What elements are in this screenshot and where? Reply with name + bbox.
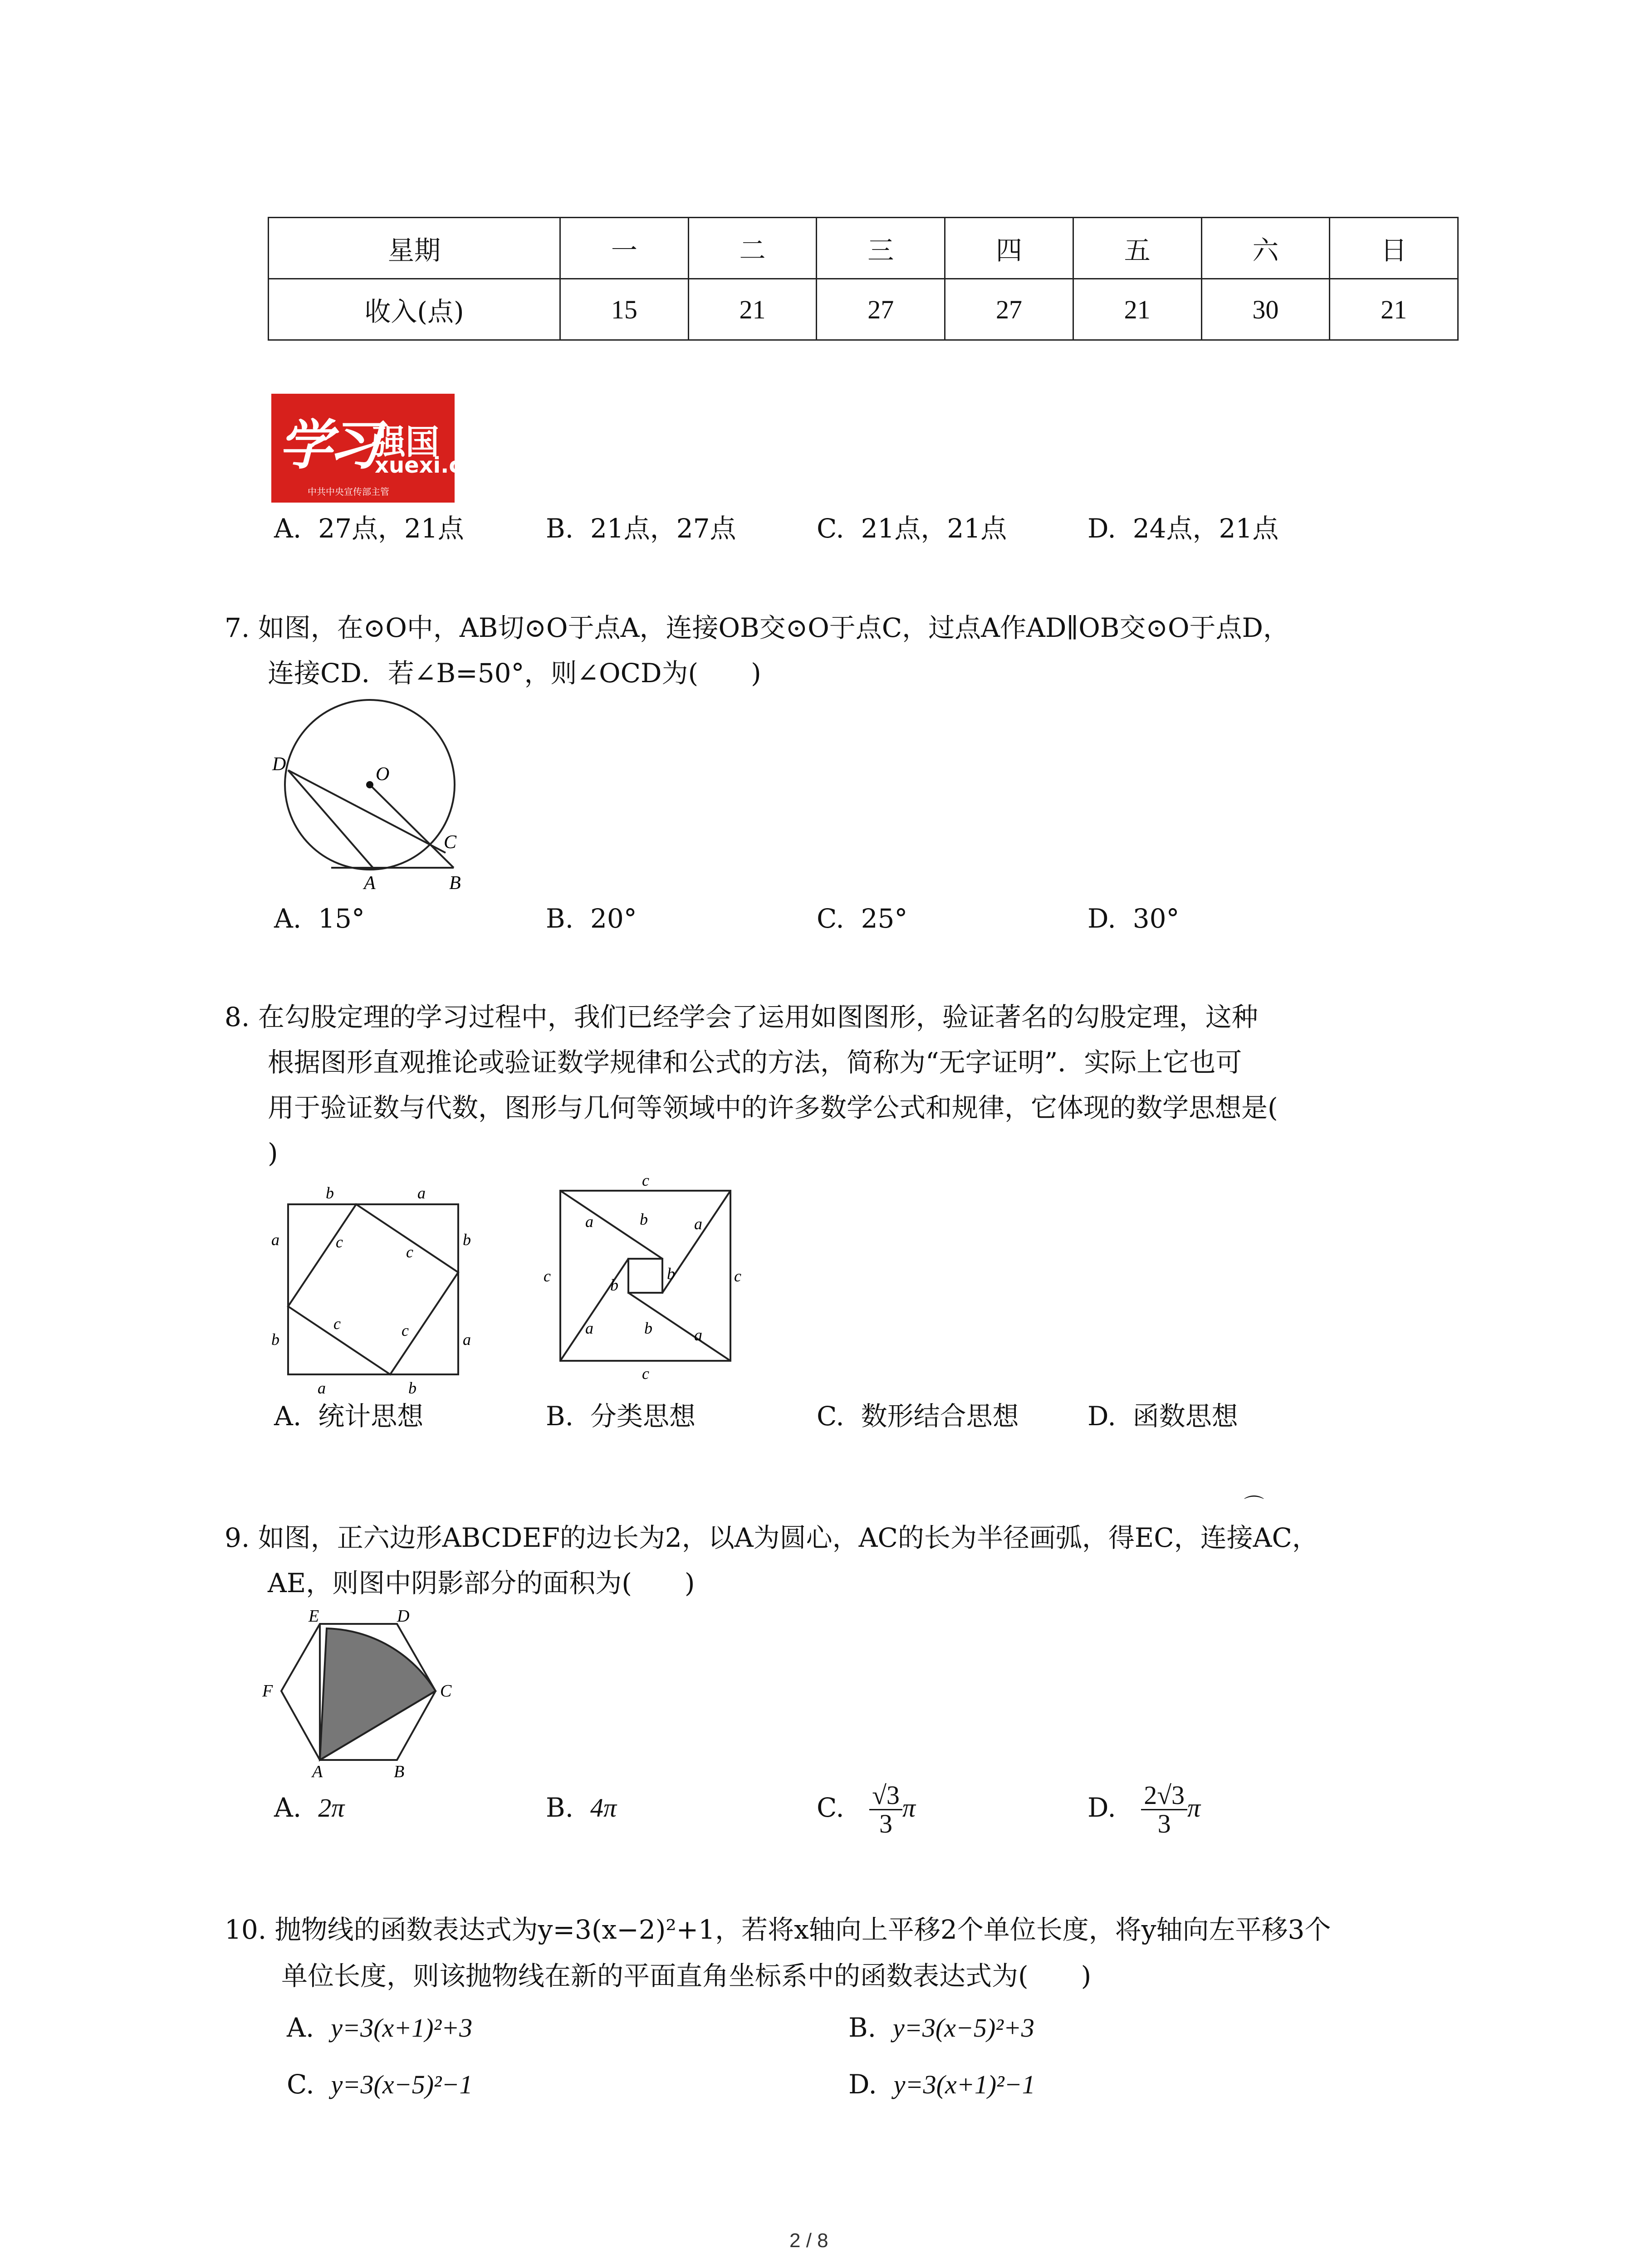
q8-figure-1	[268, 1179, 476, 1397]
table-cell: 21	[1330, 279, 1458, 340]
table-cell: 收入(点)	[269, 279, 560, 340]
fraction: $\frac{√3}{3}$	[869, 1782, 902, 1838]
label-d: D	[272, 754, 286, 775]
q8-option-b: B. 分类思想	[546, 1401, 696, 1432]
q6-option-d: D. 24点，21点	[1087, 513, 1279, 544]
label-a: A	[312, 1762, 323, 1778]
logo-calligraphy: 学习	[279, 413, 377, 476]
label-a: a	[271, 1231, 279, 1249]
q10-line-1: 10. 抛物线的函数表达式为y=3(x−2)²+1，若将x轴向上平移2个单位长度，将y轴向左平移3个	[225, 1914, 1331, 1945]
q6-option-b: B. 21点，27点	[546, 513, 736, 544]
q9-line-1: 9. 如图，正六边形ABCDEF的边长为2，以A为圆心，AC的长为半径画弧，得EC，连接AC，	[225, 1522, 1318, 1553]
line	[628, 1293, 730, 1361]
segment-da	[288, 770, 373, 868]
q8-figure-2	[535, 1170, 762, 1393]
table-cell: 27	[945, 279, 1073, 340]
q6-option-c: C. 21点，21点	[817, 513, 1007, 544]
q8-line-2: 根据图形直观推论或验证数学规律和公式的方法，简称为“无字证明”．实际上它也可	[268, 1047, 1242, 1078]
q10-option-d: D. y=3(x+1)²−1	[848, 2069, 1035, 2100]
segment-dc	[288, 770, 446, 853]
q9-option-b: B. 4π	[546, 1792, 617, 1823]
logo-site: xuexi.cn	[375, 453, 477, 478]
label-o: O	[376, 764, 390, 785]
q9-option-a: A. 2π	[274, 1792, 345, 1823]
shaded-sector	[320, 1628, 436, 1760]
table-cell: 27	[817, 279, 945, 340]
inner-square	[628, 1259, 662, 1293]
label-b: b	[271, 1330, 279, 1349]
q10-option-b: B. y=3(x−5)²+3	[848, 2012, 1034, 2043]
arc-mark: ⌒	[1244, 1494, 1264, 1517]
q10-line-2: 单位长度，则该抛物线在新的平面直角坐标系中的函数表达式为( )	[281, 1960, 1092, 1991]
label-c: c	[336, 1233, 343, 1251]
xuexi-logo	[271, 394, 477, 503]
q9-option-d: D. $\frac{2√3}{3}$ π	[1087, 1780, 1201, 1839]
table-row	[269, 279, 1458, 340]
q7-option-b: B. 20°	[546, 903, 637, 934]
label-b: B	[394, 1762, 405, 1778]
q7-line-1: 7. 如图，在⊙O中，AB切⊙O于点A，连接OB交⊙O于点C，过点A作AD∥OB交⊙O于点D，	[225, 612, 1290, 643]
table-cell: 30	[1201, 279, 1330, 340]
logo-name: 强国	[372, 423, 439, 462]
q7-option-d: D. 30°	[1087, 903, 1180, 934]
label-b: b	[610, 1276, 618, 1294]
q9-line-2: AE，则图中阴影部分的面积为( )	[268, 1568, 695, 1598]
table-header-cell: 五	[1073, 218, 1201, 279]
label-b: b	[667, 1265, 675, 1283]
label-c: c	[544, 1267, 551, 1285]
label-c: c	[406, 1243, 413, 1261]
inner-square	[288, 1204, 458, 1374]
label-a: a	[585, 1212, 593, 1231]
label-b: B	[449, 873, 461, 894]
q8-option-d: D. 函数思想	[1087, 1401, 1238, 1432]
fraction: $\frac{2√3}{3}$	[1141, 1782, 1187, 1838]
q7-line-2: 连接CD．若∠B=50°，则∠OCD为( )	[268, 658, 761, 689]
q8-line-4: )	[268, 1138, 278, 1168]
label-b: b	[640, 1210, 648, 1228]
income-table	[268, 217, 1459, 341]
label-d: D	[397, 1607, 410, 1626]
q10-option-c: C. y=3(x−5)²−1	[287, 2069, 473, 2100]
outer-square	[288, 1204, 458, 1374]
label-a: a	[585, 1319, 593, 1337]
q9-option-c: C. $\frac{√3}{3}$ π	[817, 1780, 916, 1839]
q8-option-a: A. 统计思想	[274, 1401, 424, 1432]
table-header-cell: 星期	[269, 218, 560, 279]
label-c: c	[734, 1267, 741, 1285]
q7-option-c: C. 25°	[817, 903, 908, 934]
table-header-cell: 一	[560, 218, 689, 279]
table-header-cell: 六	[1201, 218, 1330, 279]
table-header-cell: 三	[817, 218, 945, 279]
q7-option-a: A. 15°	[274, 903, 365, 934]
label-c: c	[642, 1364, 649, 1383]
label-b: b	[644, 1319, 652, 1337]
q8-line-3: 用于验证数与代数，图形与几何等领域中的许多数学公式和规律，它体现的数学思想是(	[268, 1092, 1278, 1123]
label-a: A	[364, 873, 376, 894]
q9-hexagon-figure	[259, 1606, 472, 1778]
page-number: 2 / 8	[789, 2229, 828, 2252]
table-cell: 15	[560, 279, 689, 340]
label-b: b	[408, 1379, 416, 1397]
segment-ob	[370, 785, 454, 868]
label-a: a	[318, 1379, 326, 1397]
label-c: c	[642, 1171, 649, 1189]
table-header-cell: 日	[1330, 218, 1458, 279]
label-b: b	[326, 1184, 334, 1202]
q8-option-c: C. 数形结合思想	[817, 1401, 1019, 1432]
q10-option-a: A. y=3(x+1)²+3	[287, 2012, 473, 2043]
label-a: a	[694, 1326, 702, 1344]
table-cell: 21	[1073, 279, 1201, 340]
table-header-cell: 四	[945, 218, 1073, 279]
table-cell: 21	[688, 279, 817, 340]
logo-subtitle: 中共中央宣传部主管	[308, 486, 389, 497]
label-a: a	[417, 1184, 426, 1202]
label-a: a	[463, 1330, 471, 1349]
table-header-cell: 二	[688, 218, 817, 279]
center-point	[366, 781, 373, 788]
label-c: c	[402, 1321, 409, 1339]
label-c: C	[440, 1681, 452, 1701]
label-b: b	[463, 1231, 471, 1249]
q7-circle-figure	[263, 694, 481, 898]
label-e: E	[309, 1607, 319, 1626]
label-f: F	[262, 1681, 273, 1701]
table-row	[269, 218, 1458, 279]
q6-option-a: A. 27点，21点	[274, 513, 464, 544]
label-c: C	[444, 832, 457, 853]
line	[560, 1259, 628, 1361]
label-c: c	[333, 1315, 341, 1333]
q8-line-1: 8. 在勾股定理的学习过程中，我们已经学会了运用如图图形，验证著名的勾股定理，这种	[225, 1002, 1258, 1032]
label-a: a	[694, 1215, 702, 1233]
